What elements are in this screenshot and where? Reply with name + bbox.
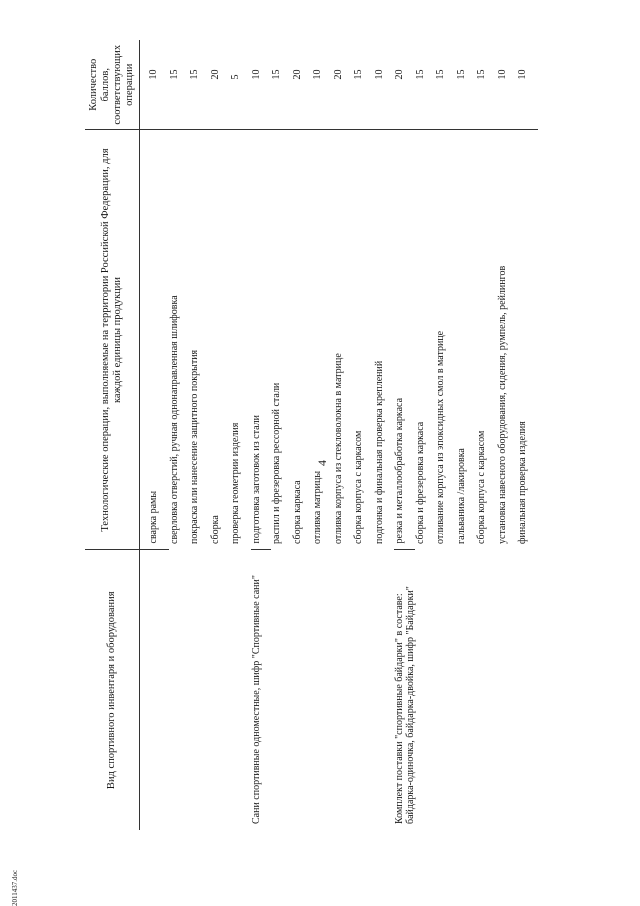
operation-cell: установка навесного оборудования, сидения, румпель, рейлингов [496, 265, 508, 544]
score-cell: 15 [353, 40, 374, 130]
equipment-type-cell: Сани спортивные одноместные, шифр "Спортивные сани" [250, 575, 262, 824]
score-cell: 10 [312, 40, 333, 130]
score-cell: 20 [394, 40, 415, 130]
operation-cell: резка и металлообработка каркаса [394, 130, 415, 550]
score-cell: 10 [140, 40, 169, 130]
operation-cell: сборка корпуса с каркасом [476, 430, 487, 544]
operation-cell: отливка корпуса из стекловолокна в матрице [332, 353, 344, 544]
equipment-type-cell: Комплект поставки "спортивные байдарки" в составе: байдарка-одиночка, байдарка-двойка, шифр "Байдарки" [394, 586, 416, 824]
score-cell: 10 [497, 40, 518, 130]
operation-cell: отливание корпуса из эпоксидных смол в матрице [435, 330, 446, 544]
file-reference: 2011437.doc [11, 869, 19, 906]
score-cell: 20 [210, 40, 231, 130]
score-cell: 20 [292, 40, 313, 130]
header-score: Количество баллов, соответствующих операции [85, 40, 140, 130]
operation-cell: гальваника /лакировка [455, 448, 467, 544]
score-cell: 10 [251, 40, 272, 130]
operation-cell: распил и фрезеровка рессорной стали [271, 382, 282, 544]
operation-cell: финальная проверка изделия [517, 421, 528, 544]
score-cell: 20 [333, 40, 354, 130]
score-cell: 15 [415, 40, 436, 130]
operation-cell: сборка каркаса [291, 480, 303, 544]
operation-cell: покраска или нанесение защитного покрытия [189, 349, 200, 544]
rotated-table-container [85, 30, 605, 830]
table-row [140, 40, 169, 830]
table-row [251, 40, 272, 830]
header-equipment-type: Вид спортивного инвентаря и оборудования [85, 550, 140, 830]
operation-cell: сборка и фрезеровка каркаса [414, 421, 426, 544]
operation-cell: сварка рамы [140, 130, 169, 550]
score-cell: 15 [169, 40, 190, 130]
header-operations: Технологические операции, выполняемые на территории Российской Федерации, для каждой единицы продукции [85, 130, 140, 550]
operation-cell: подготовка заготовок из стали [251, 130, 272, 550]
operations-table [85, 40, 538, 830]
score-cell: 15 [476, 40, 497, 130]
operation-cell: подгонка и финальная проверка креплений [373, 360, 385, 544]
operation-cell: отливка матрицы [312, 470, 323, 544]
table-body [140, 40, 538, 830]
score-cell: 15 [189, 40, 210, 130]
page-number: 4 [315, 460, 329, 466]
operation-cell: проверка геометрии изделия [230, 422, 241, 544]
score-cell: 15 [271, 40, 292, 130]
score-cell: 10 [374, 40, 395, 130]
operation-cell: сверловка отверстий, ручная однонаправленная шлифовка [168, 295, 180, 544]
score-cell: 10 [517, 40, 538, 130]
table-header-row [85, 40, 140, 830]
operation-cell: сборка [209, 515, 221, 544]
score-cell: 15 [435, 40, 456, 130]
operation-cell: сборка корпуса с каркасом [353, 430, 364, 544]
table-row [394, 40, 415, 830]
score-cell: 15 [456, 40, 477, 130]
score-cell: 5 [230, 40, 251, 130]
equipment-type-cell [140, 550, 251, 830]
